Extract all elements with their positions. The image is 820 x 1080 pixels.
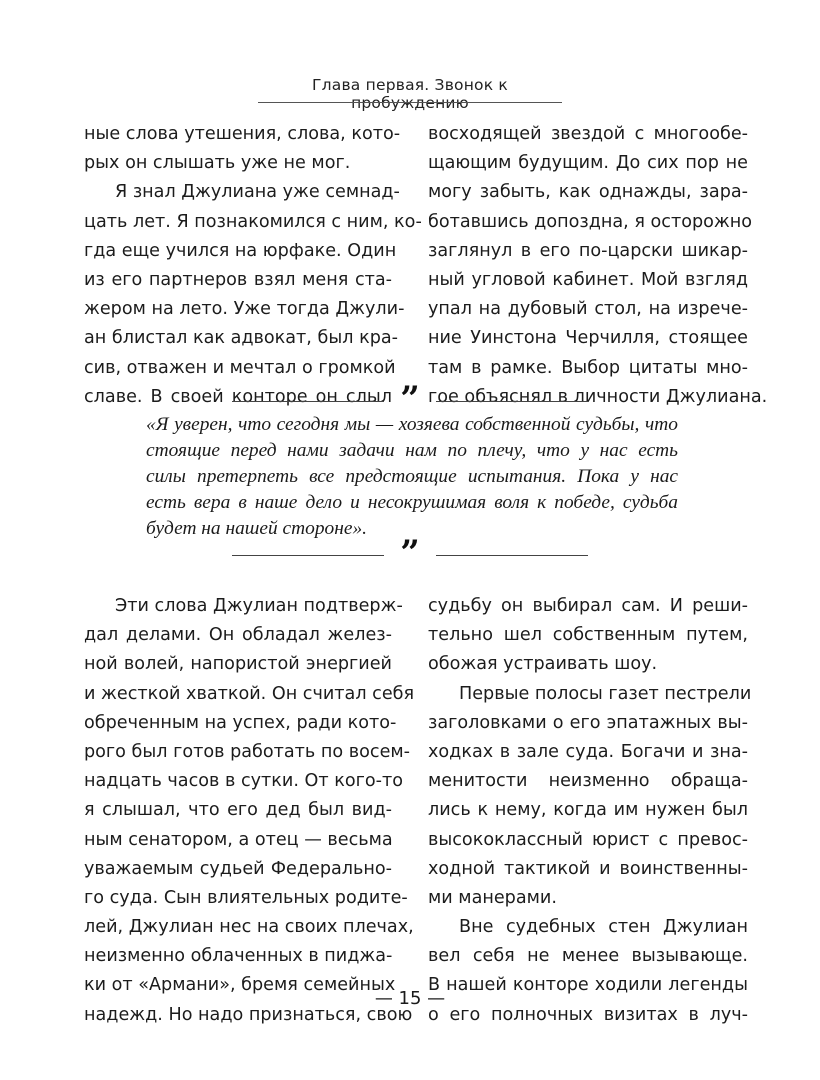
text-line: обожая устраивать шоу. [428, 654, 658, 675]
text-line: гое объяснял в личности Джулиана. [428, 386, 768, 407]
churchill-quote [146, 412, 678, 542]
text-line: Я знал Джулиана уже семнад- [115, 182, 400, 203]
text-line: высококлассный юрист с превос- [428, 829, 748, 850]
header-rule [258, 102, 562, 103]
text-line: упал на дубовый стол, на изрече- [428, 299, 748, 320]
text-line: Вне судебных стен Джулиан [459, 917, 748, 938]
divider-rule-left [232, 401, 384, 402]
text-line: могу забыть, как однажды, зара- [428, 182, 748, 203]
text-line: ные слова утешения, слова, кото- [84, 124, 401, 144]
text-line: щающим будущим. До сих пор не [428, 153, 748, 174]
text-line: Эти слова Джулиан подтверж- [115, 596, 403, 616]
text-line: В нашей конторе ходили легенды [428, 975, 748, 996]
text-line: вел себя не менее вызывающе. [428, 946, 748, 967]
quote-line: «Я уверен, что сегодня мы — хозяева собственной судьбы, что [146, 414, 678, 435]
top-left-column [84, 120, 422, 412]
text-line: заглянул в его по-царски шикар- [428, 240, 748, 261]
text-line: го суда. Сын влиятельных родите- [84, 887, 408, 908]
text-line: ми манерами. [428, 887, 557, 908]
text-line: ки от «Армани», бремя семейных [84, 975, 396, 996]
text-line: там в рамке. Выбор цитаты мно- [428, 357, 748, 378]
quote-line: есть вера в наше дело и несокрушимая воля к победе, судьба [146, 492, 678, 513]
text-line: дал делами. Он обладал желез- [84, 625, 392, 646]
text-line: судьбу он выбирал сам. И реши- [428, 596, 748, 616]
text-line: цать лет. Я познакомился с ним, ко- [84, 211, 422, 232]
text-line: ходках в зале суда. Богачи и зна- [428, 741, 748, 762]
text-line: лись к нему, когда им нужен был [428, 800, 748, 821]
text-line: обреченным на успех, ради кото- [84, 712, 397, 733]
text-line: тельно шел собственным путем, [428, 625, 748, 646]
text-line: ный угловой кабинет. Мой взгляд [428, 269, 748, 290]
text-line: лей, Джулиан нес на своих плечах, [84, 917, 414, 938]
text-line: ние Уинстона Черчилля, стоящее [428, 328, 748, 349]
text-line: неизменно облаченных в пиджа- [84, 946, 393, 967]
text-line: рого был готов работать по восем- [84, 741, 411, 762]
text-line: из его партнеров взял меня ста- [84, 269, 392, 290]
text-line: и жесткой хваткой. Он считал себя [84, 683, 415, 704]
text-line: я слышал, что его дед был вид- [84, 800, 392, 821]
page-number: — 15 — [374, 988, 446, 1009]
bottom-right-column [428, 592, 752, 1030]
text-line: ной волей, напористой энергией [84, 654, 392, 675]
text-line: ботавшись допоздна, я осторожно [428, 211, 753, 232]
divider-rule-right [436, 401, 588, 402]
quote-mark-icon: ” [400, 379, 420, 419]
divider-rule-left [232, 555, 384, 556]
quote-line: силы претерпеть все предстоящие испытания. Пока у нас [146, 466, 678, 487]
text-line: заголовками о его эпатажных вы- [428, 712, 748, 733]
text-line: надежд. Но надо признаться, свою [84, 1004, 413, 1025]
text-line: жером на лето. Уже тогда Джули- [84, 299, 405, 320]
text-line: ным сенатором, а отец — весьма [84, 829, 393, 850]
text-line: сив, отважен и мечтал о громкой [84, 357, 396, 378]
text-line: уважаемым судьей Федерально- [84, 858, 392, 879]
text-line: Первые полосы газет пестрели [459, 683, 752, 704]
text-line: ходной тактикой и воинственны- [428, 858, 748, 879]
running-header: Глава первая. Звонок к пробуждению [312, 76, 508, 112]
text-line: надцать часов в сутки. От кого-то [84, 771, 403, 792]
text-line: восходящей звездой с многообе- [428, 124, 748, 144]
quote-line: будет на нашей стороне». [146, 518, 368, 539]
divider-rule-right [436, 555, 588, 556]
text-line: о его полночных визитах в луч- [428, 1004, 748, 1025]
top-right-column [428, 120, 768, 412]
quote-divider-bottom [232, 533, 588, 573]
quote-line: стоящие перед нами задачи нам по плечу, что у нас есть [146, 440, 678, 461]
text-line: ан блистал как адвокат, был кра- [84, 328, 398, 349]
text-line: рых он слышать уже не мог. [84, 153, 351, 174]
text-line: гда еще учился на юрфаке. Один [84, 240, 397, 261]
quote-mark-icon: ” [400, 533, 420, 573]
text-line: славе. В своей конторе он слыл [84, 386, 392, 407]
text-line: менитости неизменно обраща- [428, 771, 748, 792]
